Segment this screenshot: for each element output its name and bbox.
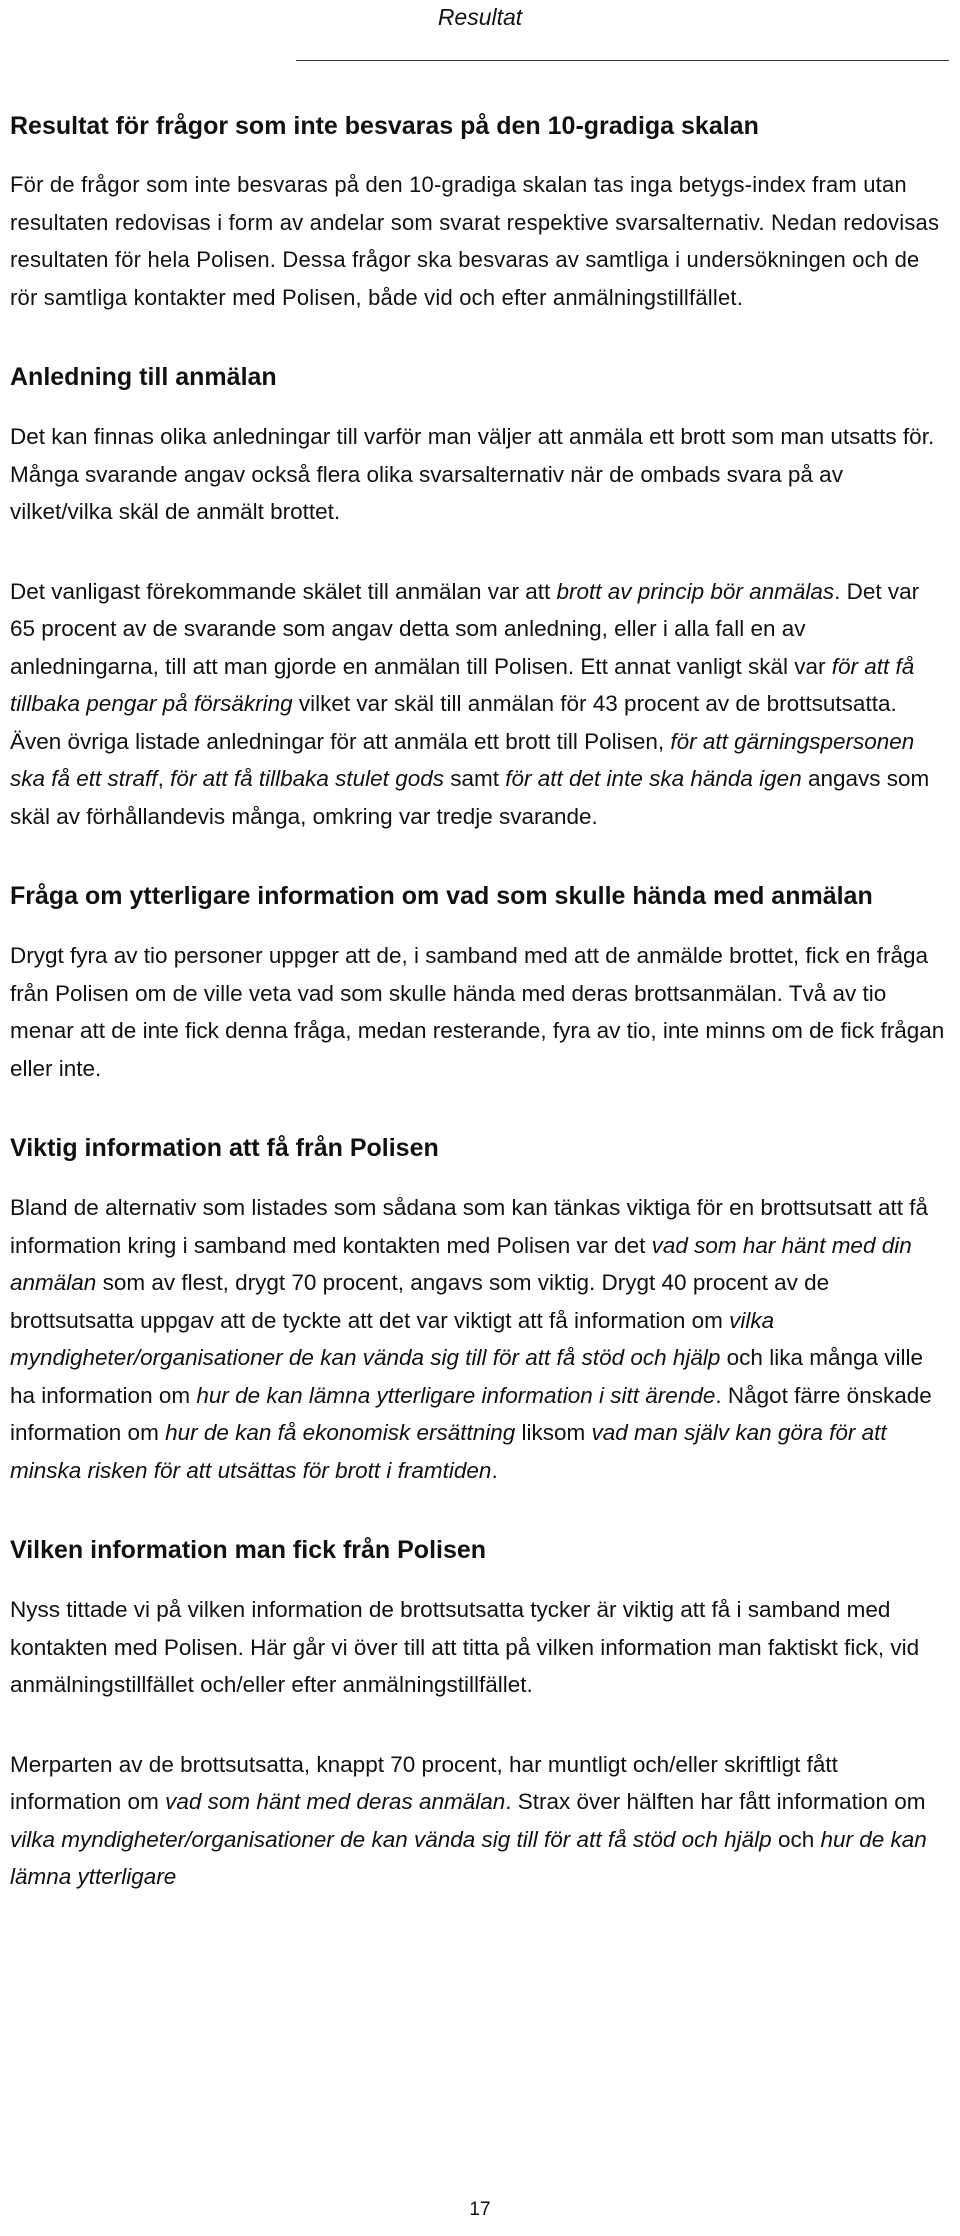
section-reason-for-report	[10, 358, 948, 835]
header-rule	[296, 60, 949, 61]
emphasis-text: för att det inte ska hända igen	[505, 766, 802, 791]
emphasis-text: hur de kan få ekonomisk ersättning	[165, 1420, 516, 1445]
emphasis-text: för att få tillbaka stulet gods	[170, 766, 444, 791]
text-run: vilket var skäl till anmälan för 43 procent av de brottsutsatta. Även övriga listade anledningar för att anmäla ett brott till Polisen,	[10, 691, 897, 754]
emphasis-text: hur de kan lämna ytterligare	[10, 1826, 927, 1889]
text-run: Merparten av de brottsutsatta, knappt 70 procent, har muntligt och/eller skriftligt fått information om	[10, 1751, 838, 1814]
emphasis-text: vilka myndigheter/organisationer de kan vända sig till för att få stöd och hjälp	[10, 1826, 772, 1852]
section-heading: Viktig information att få från Polisen	[10, 1134, 439, 1162]
text-run: . Något färre önskade information om	[10, 1382, 932, 1445]
section-heading: Anledning till anmälan	[10, 363, 277, 391]
emphasis-text: vilka myndigheter/organisationer de kan vända sig till för att få stöd och hjälp	[10, 1307, 775, 1370]
text-run: ,	[157, 766, 171, 791]
text-run: samt	[443, 766, 506, 791]
text-run: och	[771, 1826, 821, 1852]
text-run: .	[491, 1457, 498, 1483]
emphasis-text: brott av princip bör anmälas	[556, 578, 835, 604]
section-paragraph: För de frågor som inte besvaras på den 10-gradiga skalan tas inga betygs-index fram utan resultaten redovisas i form av andelar som svarat respektive svarsalternativ. Nedan redovisas resultaten för hela Polisen. Dessa frågor ska besvaras av samtliga i undersökningen och de rör samtliga kontakter med Polisen, både vid och efter anmälningstillfället.	[10, 172, 940, 310]
text-run: och lika många ville ha information om	[10, 1345, 924, 1408]
section-important-information	[10, 1129, 948, 1489]
page-content	[10, 108, 948, 1938]
text-run: liksom	[515, 1420, 592, 1445]
section-paragraph: Det kan finnas olika anledningar till varför man väljer att anmäla ett brott som man utsatts för. Många svarande angav också flera olika svarsalternativ när de ombads svara på av vilket/vilka skäl de anmält brottet.	[10, 424, 935, 524]
emphasis-text: vad som har hänt med din anmälan	[10, 1232, 912, 1295]
section-further-information-question	[10, 877, 948, 1087]
section-paragraph	[10, 1746, 948, 1896]
section-paragraph: Nyss tittade vi på vilken information de brottsutsatta tycker är viktig att få i samband med kontakten med Polisen. Här går vi över till att titta på vilken information man faktiskt fick, vid anmälningstillfället och/eller efter anmälningstillfället.	[10, 1597, 920, 1697]
emphasis-text: vad man själv kan göra för att minska risken för att utsättas för brott i framtiden	[10, 1420, 887, 1483]
section-results-intro	[10, 108, 948, 316]
emphasis-text: för att få tillbaka pengar på försäkring	[10, 653, 915, 716]
section-heading: Vilken information man fick från Polisen	[10, 1536, 487, 1564]
emphasis-text: vad som hänt med deras anmälan	[165, 1789, 506, 1814]
section-paragraph: Drygt fyra av tio personer uppger att de, i samband med att de anmälde brottet, fick en fråga från Polisen om de ville veta vad som skulle hända med deras brottsanmälan. Två av tio menar att de inte fick denna fråga, medan resterande, fyra av tio, inte minns om de fick frågan eller inte.	[10, 943, 945, 1081]
text-run: . Strax över hälften har fått information om	[505, 1789, 926, 1814]
emphasis-text: för att gärningspersonen ska få ett straff	[10, 728, 915, 791]
section-paragraph	[10, 1189, 948, 1489]
section-paragraph	[10, 573, 948, 836]
section-heading: Resultat för frågor som inte besvaras på den 10-gradiga skalan	[10, 112, 759, 140]
emphasis-text: hur de kan lämna ytterligare information i sitt ärende	[196, 1382, 716, 1408]
running-header: Resultat	[437, 4, 523, 30]
text-run: Det vanligast förekommande skälet till anmälan var att	[10, 578, 557, 604]
section-information-received	[10, 1531, 948, 1896]
page-number: 17	[469, 2199, 491, 2220]
section-heading: Fråga om ytterligare information om vad som skulle hända med anmälan	[10, 882, 873, 910]
text-run: . Det var 65 procent av de svarande som angav detta som anledning, eller i alla fall en av anledningarna, till att man gjorde en anmälan till Polisen. Ett annat vanligt skäl var	[10, 578, 920, 679]
text-run: Bland de alternativ som listades som sådana som kan tänkas viktiga för en brottsutsatt att få information kring i samband med kontakten med Polisen var det	[10, 1195, 928, 1258]
text-run: som av flest, drygt 70 procent, angavs som viktig. Drygt 40 procent av de brottsutsatta uppgav att de tyckte att det var viktigt att få information om	[10, 1270, 830, 1333]
text-run: angavs som skäl av förhållandevis många, omkring var tredje svarande.	[10, 766, 930, 829]
